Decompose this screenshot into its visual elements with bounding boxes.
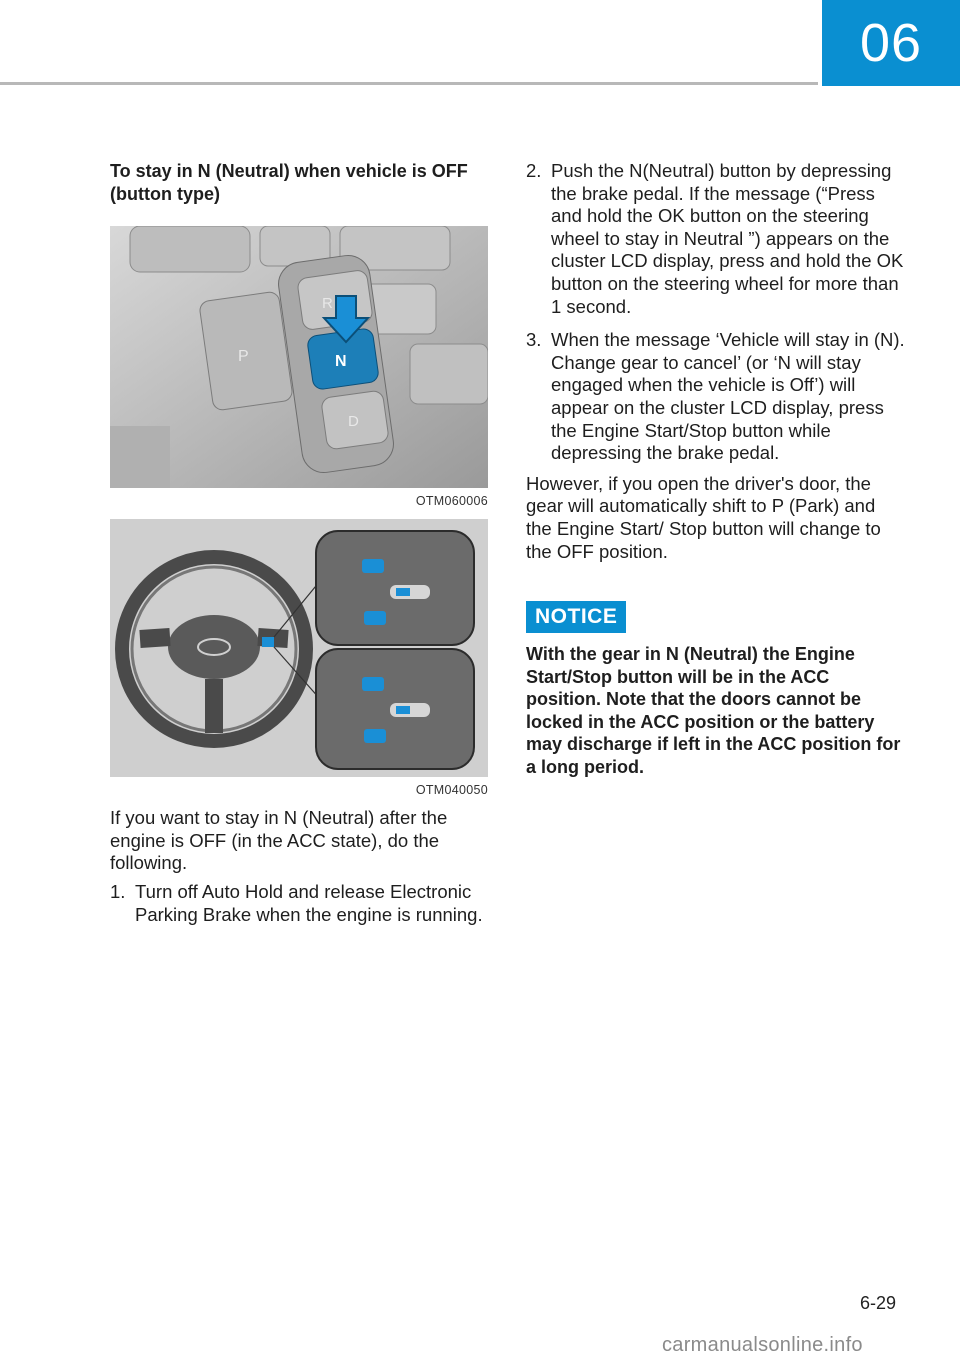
right-column: [526, 160, 906, 778]
steering-wheel-figure: [110, 519, 488, 777]
step-3: [526, 329, 906, 465]
step-1-number: 1.: [110, 880, 126, 902]
step-1: [110, 881, 488, 926]
gear-buttons-figure: [110, 226, 488, 488]
notice-badge: NOTICE: [526, 601, 626, 633]
watermark: carmanualsonline.info: [662, 1334, 863, 1356]
step-3-number: 3.: [526, 329, 542, 351]
r-button-label: R: [322, 295, 333, 312]
step-2: [526, 160, 906, 318]
step-2-number: 2.: [526, 160, 542, 181]
step-3-note: However, if you open the driver's door, the gear will automatically shift to P (Park) and the Engine Start/ Stop button will change to the OFF position.: [526, 472, 881, 562]
left-column: [110, 160, 488, 937]
figure2-code: OTM040050: [415, 782, 488, 797]
n-button-label: N: [335, 353, 347, 370]
steering-wheel-illustration: [110, 519, 488, 777]
notice-text: With the gear in N (Neutral) the Engine Start/Stop button will be in the ACC position. Note that the doors cannot be locked in the ACC position or the battery may discharge if left in the ACC position for a long period.: [526, 644, 901, 777]
figure1-code: OTM060006: [415, 494, 488, 508]
step-2-text: Push the N(Neutral) button by depressing the brake pedal. If the message (“Press and hold the OK button on the steering wheel to stay in Neutral ”) appears on the cluster LCD display, press and hold the OK button on the steering wheel for more than 1 second.: [551, 160, 904, 317]
step-3-text: When the message ‘Vehicle will stay in (N). Change gear to cancel’ (or ‘N will stay engaged when the vehicle is Off’) will appear on the cluster LCD display, press the Engine Start/Stop button while depressing the brake pedal.: [551, 329, 905, 464]
section-heading: To stay in N (Neutral) when vehicle is OFF (button type): [110, 161, 468, 204]
intro-paragraph: If you want to stay in N (Neutral) after the engine is OFF (in the ACC state), do the following.: [110, 807, 448, 874]
p-button-label: P: [238, 348, 249, 365]
chapter-tab: 06: [822, 0, 960, 86]
step-1-text: Turn off Auto Hold and release Electronic Parking Brake when the engine is running.: [135, 880, 483, 925]
d-button-label: D: [348, 413, 359, 430]
gear-buttons-illustration: [110, 226, 488, 488]
page-number: 6-29: [859, 1293, 896, 1313]
header-rule: [0, 82, 818, 85]
